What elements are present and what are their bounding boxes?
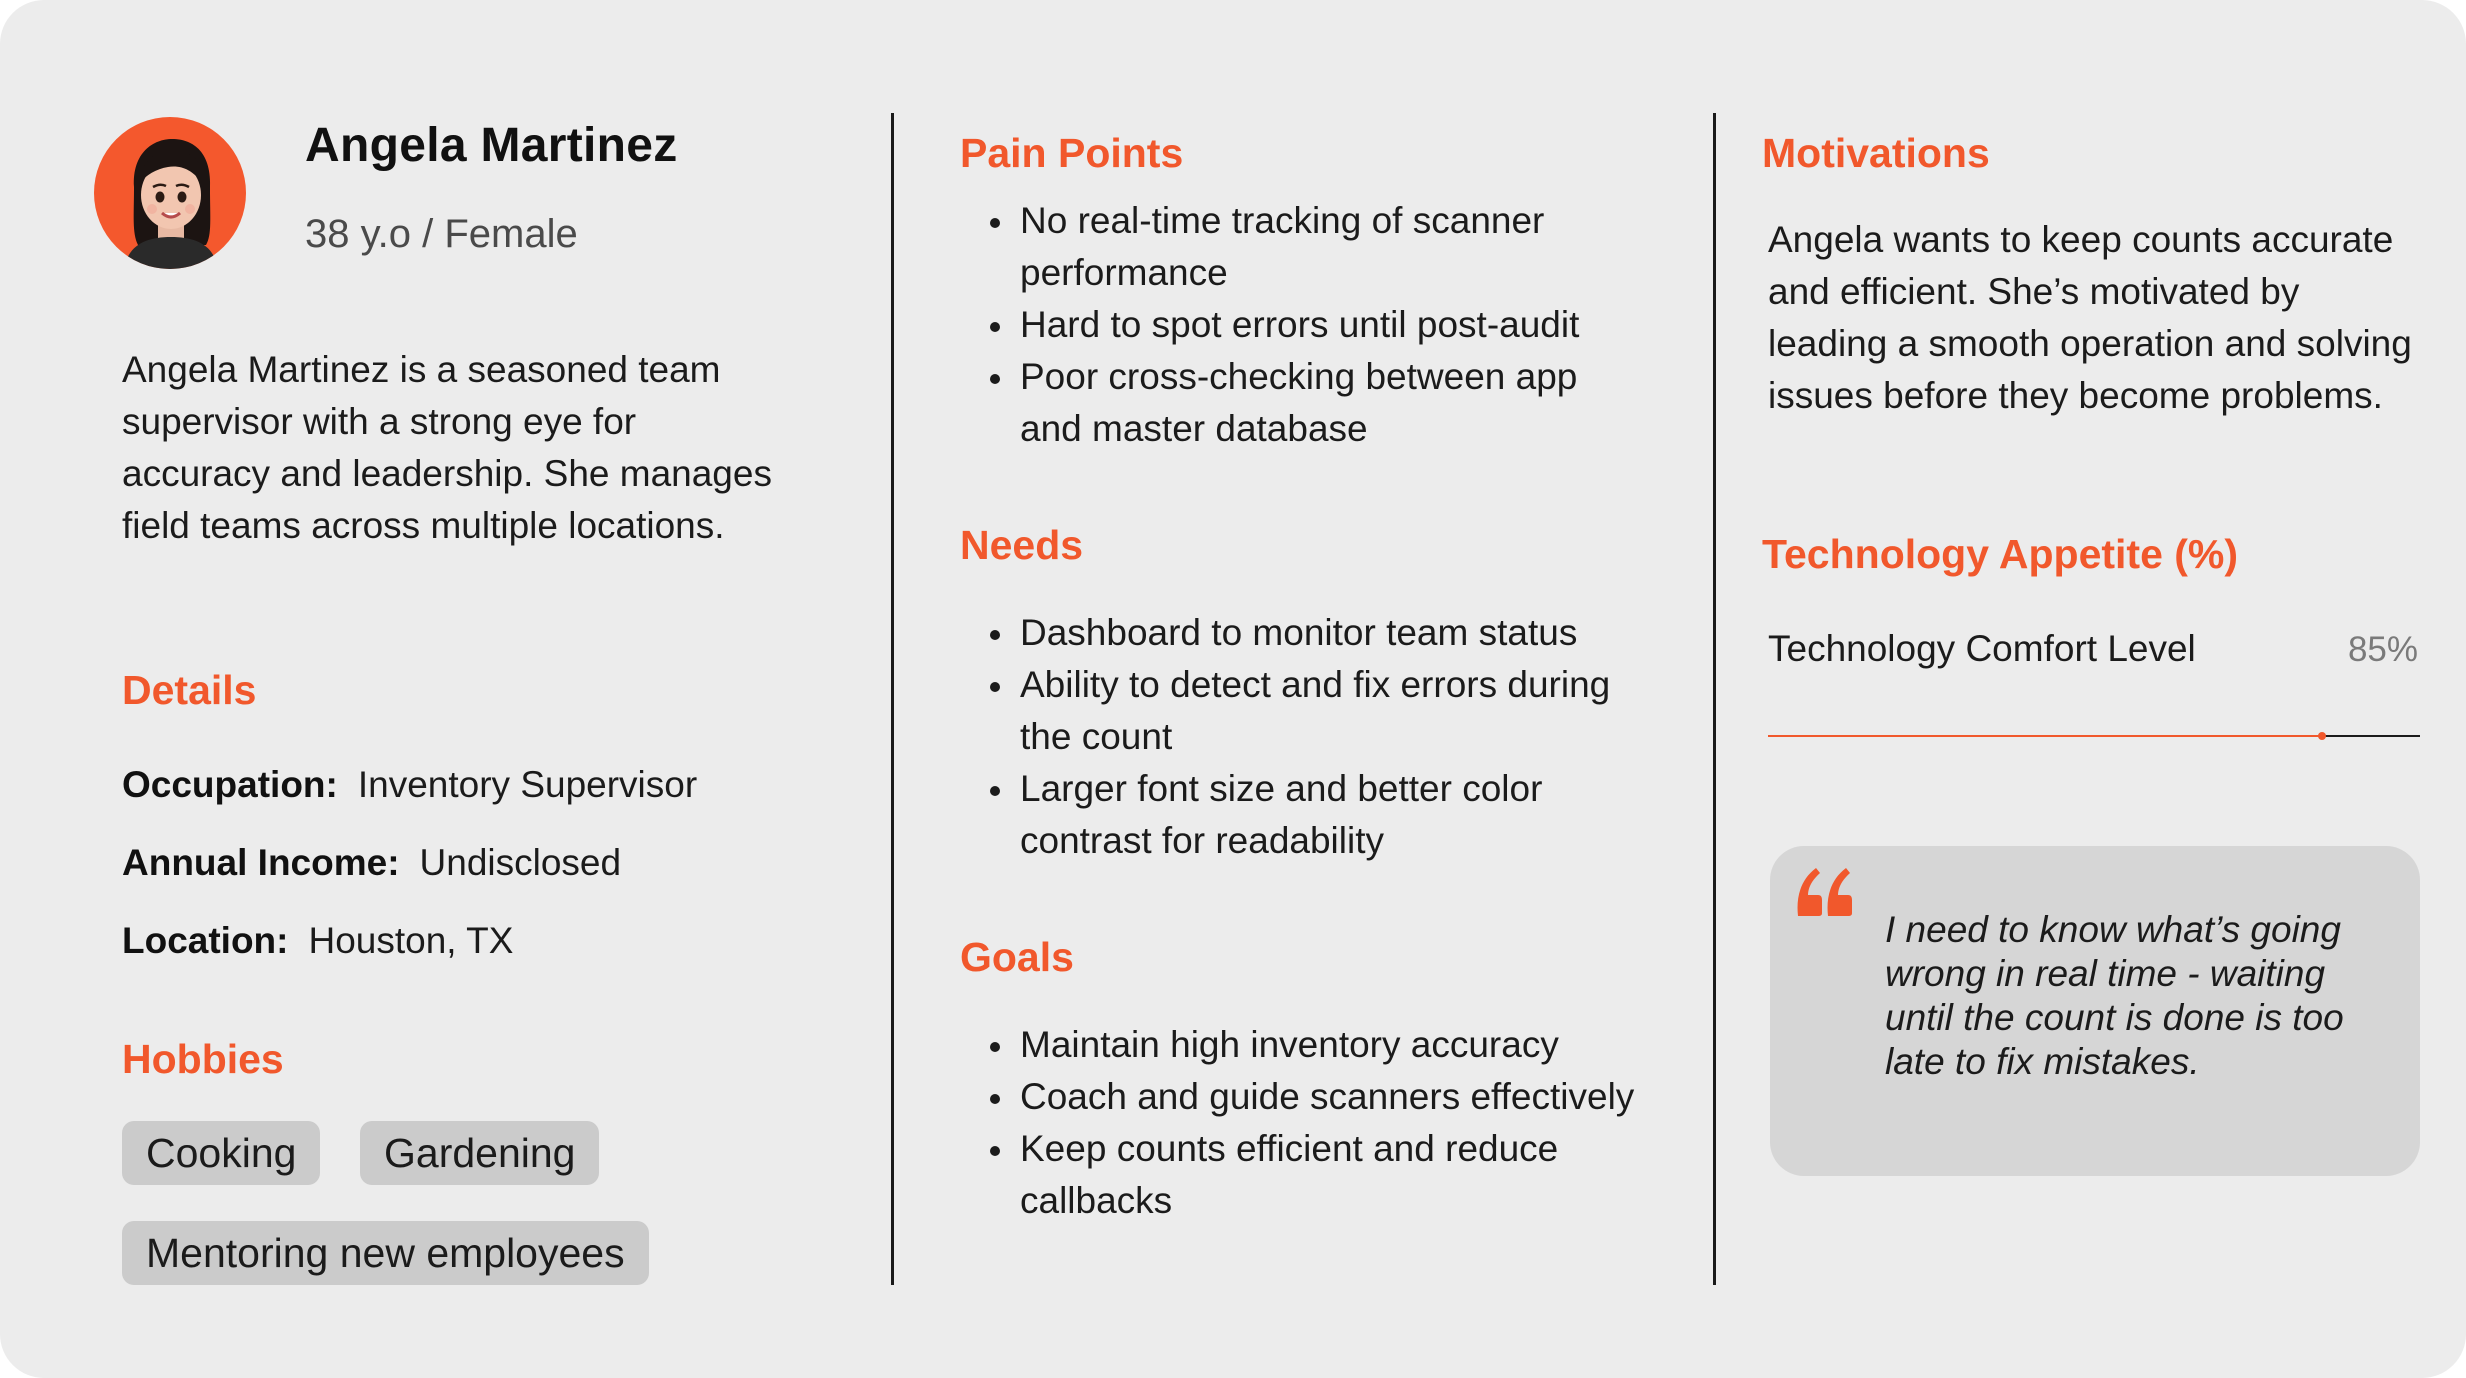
goals-list — [1020, 1019, 1640, 1227]
column-divider — [891, 113, 894, 1285]
persona-age-gender: 38 y.o / Female — [305, 212, 578, 256]
income-label: Annual Income: — [122, 842, 400, 883]
list-item: Ability to detect and fix errors during the count — [1020, 659, 1640, 763]
list-item: Dashboard to monitor team status — [1020, 607, 1640, 659]
quote-card — [1770, 846, 2420, 1176]
hobbies-title: Hobbies — [122, 1036, 284, 1082]
detail-income — [122, 842, 621, 884]
slider-handle[interactable] — [2318, 732, 2326, 740]
technology-title: Technology Appetite (%) — [1762, 531, 2239, 577]
quote-icon — [1794, 864, 1854, 920]
occupation-label: Occupation: — [122, 764, 338, 805]
avatar-memoji-icon — [94, 117, 246, 269]
hobby-chip: Mentoring new employees — [122, 1221, 649, 1285]
detail-location — [122, 920, 513, 962]
list-item: Keep counts efficient and reduce callbacks — [1020, 1123, 1640, 1227]
motivations-title: Motivations — [1762, 130, 1990, 176]
list-item: Larger font size and better color contrast for readability — [1020, 763, 1640, 867]
technology-comfort-label: Technology Comfort Level — [1768, 628, 2196, 669]
location-label: Location: — [122, 920, 289, 961]
list-item: Poor cross-checking between app and master database — [1020, 351, 1640, 455]
needs-list — [1020, 607, 1640, 867]
hobby-chip: Gardening — [360, 1121, 599, 1185]
technology-comfort-value: 85% — [2347, 630, 2418, 669]
needs-title: Needs — [960, 522, 1084, 568]
motivations-text: Angela wants to keep counts accurate and efficient. She’s motivated by leading a smooth operation and solving issues before they become problems. — [1768, 219, 2412, 416]
list-item: Coach and guide scanners effectively — [1020, 1071, 1640, 1123]
pain-points-list — [1020, 195, 1640, 455]
location-value: Houston, TX — [308, 920, 514, 961]
list-item: Hard to spot errors until post-audit — [1020, 299, 1640, 351]
list-item: Maintain high inventory accuracy — [1020, 1019, 1640, 1071]
persona-bio: Angela Martinez is a seasoned team supervisor with a strong eye for accuracy and leadership. She manages field teams across multiple locations. — [122, 349, 772, 546]
slider-fill — [1768, 735, 2322, 737]
quote-text: I need to know what’s going wrong in real time - waiting until the count is done is too late to fix mistakes. — [1885, 909, 2344, 1082]
details-title: Details — [122, 667, 257, 713]
technology-comfort-slider[interactable] — [1768, 735, 2420, 737]
pain-points-title: Pain Points — [960, 130, 1184, 176]
goals-title: Goals — [960, 934, 1074, 980]
detail-occupation — [122, 764, 697, 806]
occupation-value: Inventory Supervisor — [357, 764, 698, 805]
income-value: Undisclosed — [419, 842, 622, 883]
column-divider — [1713, 113, 1716, 1285]
persona-name: Angela Martinez — [305, 119, 678, 172]
avatar — [94, 117, 246, 269]
hobby-chip: Cooking — [122, 1121, 320, 1185]
list-item: No real-time tracking of scanner performance — [1020, 195, 1640, 299]
